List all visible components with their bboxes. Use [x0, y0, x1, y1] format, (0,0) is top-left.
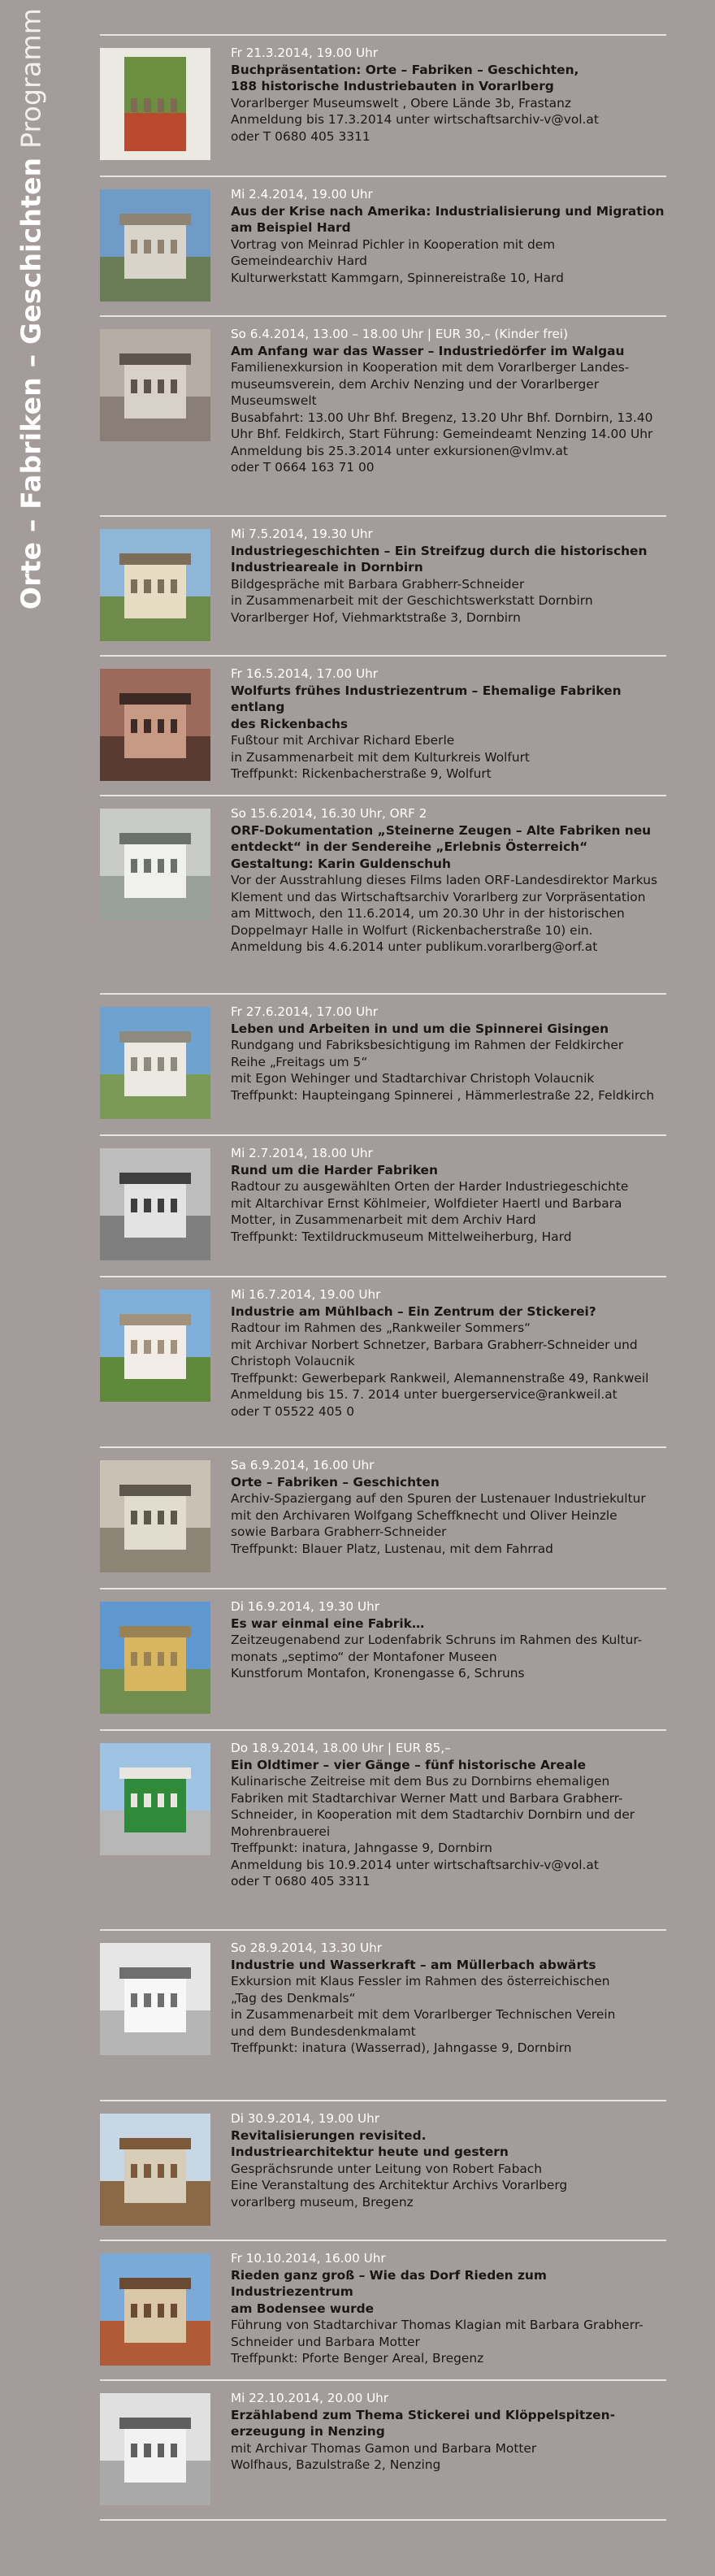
event-row	[100, 796, 666, 995]
photo-window	[131, 859, 137, 873]
event-detail-line: Treffpunkt: Pforte Benger Areal, Bregenz	[231, 2351, 484, 2366]
event-title-line: am Bodensee wurde	[231, 2301, 375, 2316]
event-detail-line: Exkursion mit Klaus Fessler im Rahmen des österreichischen	[231, 1974, 610, 1988]
event-photo	[100, 189, 210, 301]
event-title-line: Industrie am Mühlbach – Ein Zentrum der Stickerei?	[231, 1303, 596, 1319]
event-detail-line: Doppelmayr Halle in Wolfurt (Rickenbacherstraße 10) ein.	[231, 922, 593, 938]
event-detail-line: Radtour zu ausgewählten Orten der Harder Industriegeschichte	[231, 1179, 629, 1194]
photo-window	[158, 1057, 164, 1071]
photo-window	[158, 2164, 164, 2178]
photo-roof	[119, 833, 190, 844]
event-detail-line: oder T 0680 405 3311	[231, 1874, 370, 1889]
event-text	[231, 45, 666, 145]
event-text	[231, 1457, 666, 1557]
event-row	[100, 995, 666, 1136]
event-detail-line: Treffpunkt: Haupteingang Spinnerei , Hämmerlestraße 22, Feldkirch	[231, 1087, 655, 1103]
event-photo	[100, 1743, 210, 1855]
event-photo	[100, 329, 210, 441]
photo-window	[171, 1511, 177, 1524]
event-photo	[100, 2253, 210, 2366]
event-detail-line: oder T 05522 405 0	[231, 1403, 355, 1419]
event-title-line: Industrieareale in Dornbirn	[231, 560, 423, 575]
event-detail-line: Radtour im Rahmen des „Rankweiler Sommers“	[231, 1321, 531, 1335]
event-detail-line: Familienexkursion in Kooperation mit dem Vorarlberger Landes-	[231, 360, 630, 375]
photo-window	[171, 859, 177, 873]
photo-window	[144, 98, 150, 112]
event-detail-line: am Mittwoch, den 11.6.2014, um 20.30 Uhr in der historischen	[231, 906, 625, 921]
event-text	[231, 526, 666, 626]
event-row	[100, 1931, 666, 2101]
event-photo	[100, 1290, 210, 1402]
photo-window	[144, 2304, 150, 2318]
event-detail-line: Treffpunkt: Blauer Platz, Lustenau, mit dem Fahrrad	[231, 1541, 553, 1556]
event-photo	[100, 809, 210, 921]
photo-window	[171, 379, 177, 393]
photo-window	[131, 1057, 137, 1071]
photo-window	[171, 1793, 177, 1807]
event-photo	[100, 669, 210, 781]
event-date: Sa 6.9.2014, 16.00 Uhr	[231, 1458, 375, 1472]
photo-window	[171, 1652, 177, 1666]
photo-window	[158, 2304, 164, 2318]
photo-window	[158, 1199, 164, 1212]
event-title-line: des Rickenbachs	[231, 716, 349, 731]
event-detail-line: Klement und das Wirtschaftsarchiv Vorarlberg zur Vorpräsentation	[231, 889, 646, 904]
event-text	[231, 666, 666, 783]
photo-roof	[119, 1031, 190, 1043]
event-title-line: Industrie und Wasserkraft – am Müllerbach abwärts	[231, 1957, 596, 1972]
event-row	[100, 2101, 666, 2241]
photo-window	[131, 98, 137, 112]
event-title-line: Es war einmal eine Fabrik…	[231, 1615, 425, 1631]
vertical-title	[0, 0, 58, 618]
photo-window	[144, 859, 150, 873]
photo-window	[171, 1057, 177, 1071]
photo-window	[144, 379, 150, 393]
event-date: Mi 16.7.2014, 19.00 Uhr	[231, 1287, 381, 1302]
event-detail-line: Treffpunkt: inatura (Wasserrad), Jahngasse 9, Dornbirn	[231, 2040, 572, 2055]
event-date: Do 18.9.2014, 18.00 Uhr | EUR 85,–	[231, 1741, 451, 1755]
photo-window	[144, 2164, 150, 2178]
event-text	[231, 2390, 666, 2474]
event-detail-line: Anmeldung bis 10.9.2014 unter wirtschaftsarchiv-v@vol.at	[231, 1857, 599, 1872]
photo-window	[144, 1057, 150, 1071]
photo-roof	[119, 1173, 190, 1184]
event-photo	[100, 1602, 210, 1714]
event-row	[100, 2381, 666, 2521]
photo-window	[171, 579, 177, 593]
event-title-line: entdeckt“ in der Sendereihe „Erlebnis Österreich“	[231, 839, 588, 854]
photo-roof	[124, 113, 186, 151]
title-bold: Orte – Fabriken – Geschichten	[15, 157, 47, 610]
event-title-line: 188 historische Industriebauten in Vorarlberg	[231, 79, 554, 93]
event-detail-line: Treffpunkt: Gewerbepark Rankweil, Alemannenstraße 49, Rankweil	[231, 1370, 649, 1386]
event-photo	[100, 529, 210, 641]
event-title-line: Orte – Fabriken – Geschichten	[231, 1474, 440, 1490]
photo-window	[131, 1652, 137, 1666]
event-detail-line: Gemeindearchiv Hard	[231, 254, 367, 268]
event-date: Mi 2.4.2014, 19.00 Uhr	[231, 187, 373, 202]
event-detail-line: Wolfhaus, Bazulstraße 2, Nenzing	[231, 2457, 441, 2472]
event-detail-line: Eine Veranstaltung des Architektur Archivs Vorarlberg	[231, 2178, 568, 2192]
event-detail-line: Treffpunkt: Rickenbacherstraße 9, Wolfurt	[231, 766, 492, 781]
photo-roof	[119, 553, 190, 565]
event-title-line: Revitalisierungen revisited.	[231, 2127, 427, 2143]
event-detail-line: Motter, in Zusammenarbeit mit dem Archiv Hard	[231, 1212, 536, 1227]
event-photo	[100, 1148, 210, 1260]
photo-window	[158, 2444, 164, 2457]
event-photo	[100, 48, 210, 160]
photo-window	[158, 98, 164, 112]
event-detail-line: Rundgang und Fabriksbesichtigung im Rahmen der Feldkircher	[231, 1038, 624, 1052]
photo-window	[144, 2444, 150, 2457]
event-text	[231, 1145, 666, 1245]
event-detail-line: in Zusammenarbeit mit der Geschichtswerkstatt Dornbirn	[231, 593, 593, 608]
event-detail-line: monats „septimo“ der Montafoner Museen	[231, 1649, 497, 1664]
event-detail-line: Treffpunkt: Textildruckmuseum Mittelweiherburg, Hard	[231, 1229, 572, 1244]
event-detail-line: Kulturwerkstatt Kammgarn, Spinnereistraße 10, Hard	[231, 270, 564, 285]
photo-roof	[119, 1767, 190, 1779]
event-photo	[100, 1943, 210, 2055]
event-row	[100, 657, 666, 796]
photo-window	[171, 98, 177, 112]
photo-window	[131, 719, 137, 733]
event-detail-line: sowie Barbara Grabherr-Schneider	[231, 1524, 447, 1539]
event-title-line: Industriegeschichten – Ein Streifzug durch die historischen	[231, 543, 648, 558]
event-detail-line: Treffpunkt: inatura, Jahngasse 9, Dornbirn	[231, 1841, 492, 1855]
photo-window	[158, 1340, 164, 1354]
event-text	[231, 326, 666, 476]
photo-window	[144, 1199, 150, 1212]
photo-window	[131, 579, 137, 593]
event-date: Mi 22.10.2014, 20.00 Uhr	[231, 2391, 389, 2405]
event-row	[100, 317, 666, 517]
event-text	[231, 186, 666, 286]
event-title-line: Erzählabend zum Thema Stickerei und Klöppelspitzen-	[231, 2407, 615, 2422]
event-title-line: erzeugung in Nenzing	[231, 2424, 385, 2439]
photo-window	[144, 1652, 150, 1666]
photo-window	[144, 1340, 150, 1354]
event-detail-line: Uhr Bhf. Feldkirch, Start Führung: Gemeindeamt Nenzing 14.00 Uhr	[231, 427, 653, 441]
photo-window	[158, 859, 164, 873]
photo-window	[158, 579, 164, 593]
photo-window	[131, 2304, 137, 2318]
event-text	[231, 2110, 666, 2210]
event-detail-line: Vorarlberger Museumswelt , Obere Lände 3b, Frastanz	[231, 95, 571, 111]
photo-roof	[119, 1314, 190, 1325]
event-detail-line: Kunstforum Montafon, Kronengasse 6, Schruns	[231, 1666, 525, 1680]
event-detail-line: Vor der Ausstrahlung dieses Films laden ORF-Landesdirektor Markus	[231, 873, 658, 887]
event-detail-line: Anmeldung bis 25.3.2014 unter exkursionen@vlmv.at	[231, 443, 568, 458]
photo-window	[131, 1993, 137, 2007]
photo-window	[144, 1511, 150, 1524]
photo-window	[158, 1793, 164, 1807]
event-text	[231, 805, 666, 956]
event-detail-line: Zeitzeugenabend zur Lodenfabrik Schruns im Rahmen des Kultur-	[231, 1633, 643, 1647]
photo-window	[131, 1199, 137, 1212]
event-detail-line: Archiv-Spaziergang auf den Spuren der Lustenauer Industriekultur	[231, 1491, 646, 1506]
photo-window	[158, 1993, 164, 2007]
title-light: Programm	[15, 7, 47, 158]
event-detail-line: in Zusammenarbeit mit dem Vorarlberger Technischen Verein	[231, 2007, 616, 2022]
photo-window	[131, 1793, 137, 1807]
photo-window	[131, 2444, 137, 2457]
photo-window	[171, 1199, 177, 1212]
event-row	[100, 1589, 666, 1731]
event-date: Mi 2.7.2014, 18.00 Uhr	[231, 1146, 373, 1160]
event-date: Fr 10.10.2014, 16.00 Uhr	[231, 2251, 386, 2266]
photo-window	[144, 1993, 150, 2007]
event-row	[100, 2241, 666, 2381]
event-row	[100, 517, 666, 657]
event-detail-line: Schneider, in Kooperation mit dem Stadtarchiv Dornbirn und der	[231, 1807, 635, 1822]
event-title-line: Industriearchitektur heute und gestern	[231, 2144, 509, 2159]
event-detail-line: mit Archivar Norbert Schnetzer, Barbara Grabherr-Schneider und	[231, 1337, 638, 1352]
event-title-line: Am Anfang war das Wasser – Industriedörfer im Walgau	[231, 343, 625, 358]
event-detail-line: Anmeldung bis 4.6.2014 unter publikum.vorarlberg@orf.at	[231, 939, 598, 954]
event-detail-line: Busabfahrt: 13.00 Uhr Bhf. Bregenz, 13.20 Uhr Bhf. Dornbirn, 13.40	[231, 410, 653, 425]
event-row	[100, 1136, 666, 1277]
event-title-line: Aus der Krise nach Amerika: Industrialisierung und Migration	[231, 203, 665, 219]
event-date: Di 30.9.2014, 19.00 Uhr	[231, 2111, 379, 2126]
event-title-line: Ein Oldtimer – vier Gänge – fünf historische Areale	[231, 1757, 587, 1772]
event-text	[231, 1286, 666, 1420]
event-detail-line: mit Archivar Thomas Gamon und Barbara Motter	[231, 2440, 537, 2456]
event-row	[100, 1448, 666, 1589]
photo-window	[144, 240, 150, 254]
event-detail-line: Führung von Stadtarchivar Thomas Klagian mit Barbara Grabherr-	[231, 2318, 644, 2332]
photo-window	[144, 719, 150, 733]
event-date: So 28.9.2014, 13.30 Uhr	[231, 1941, 383, 1955]
event-detail-line: Anmeldung bis 17.3.2014 unter wirtschaftsarchiv-v@vol.at	[231, 112, 599, 127]
photo-window	[171, 1340, 177, 1354]
photo-roof	[119, 693, 190, 705]
event-detail-line: oder T 0664 163 71 00	[231, 460, 375, 475]
event-detail-line: Christoph Volaucnik	[231, 1354, 355, 1368]
event-detail-line: Fabriken mit Stadtarchivar Werner Matt und Barbara Grabherr-	[231, 1790, 623, 1806]
event-detail-line: „Tag des Denkmals“	[231, 1990, 356, 2006]
photo-window	[171, 2444, 177, 2457]
photo-window	[171, 2164, 177, 2178]
event-text	[231, 1004, 666, 1104]
photo-roof	[119, 214, 190, 225]
event-date: Di 16.9.2014, 19.30 Uhr	[231, 1599, 379, 1614]
event-list	[100, 34, 666, 2521]
event-date: So 6.4.2014, 13.00 – 18.00 Uhr | EUR 30,– (Kinder frei)	[231, 327, 569, 341]
photo-window	[144, 579, 150, 593]
event-text	[231, 2250, 666, 2367]
event-row	[100, 36, 666, 177]
event-detail-line: Gesprächsrunde unter Leitung von Robert Fabach	[231, 2161, 542, 2176]
photo-roof	[119, 1485, 190, 1496]
vertical-title-text	[15, 8, 47, 609]
event-title-line: am Beispiel Hard	[231, 220, 351, 235]
event-detail-line: Vorarlberger Hof, Viehmarktstraße 3, Dornbirn	[231, 609, 521, 625]
event-detail-line: Vortrag von Meinrad Pichler in Kooperation mit dem	[231, 236, 556, 252]
photo-roof	[119, 1626, 190, 1637]
photo-window	[158, 379, 164, 393]
photo-window	[131, 240, 137, 254]
event-text	[231, 1940, 666, 2057]
event-detail-line: mit Egon Wehinger und Stadtarchivar Christoph Volaucnik	[231, 1071, 595, 1086]
photo-window	[158, 1652, 164, 1666]
photo-roof	[119, 2278, 190, 2289]
event-title-line: Leben und Arbeiten in und um die Spinnerei Gisingen	[231, 1021, 609, 1036]
event-detail-line: Schneider und Barbara Motter	[231, 2334, 420, 2349]
event-detail-line: oder T 0680 405 3311	[231, 128, 370, 144]
photo-window	[144, 1793, 150, 1807]
photo-window	[171, 2304, 177, 2318]
event-photo	[100, 2393, 210, 2505]
event-detail-line: in Zusammenarbeit mit dem Kulturkreis Wolfurt	[231, 749, 530, 765]
event-photo	[100, 1460, 210, 1572]
event-detail-line: Mohrenbrauerei	[231, 1824, 331, 1839]
photo-window	[158, 719, 164, 733]
event-photo	[100, 1007, 210, 1119]
event-date: Mi 7.5.2014, 19.30 Uhr	[231, 527, 373, 541]
event-title-line: Wolfurts frühes Industriezentrum – Ehemalige Fabriken entlang	[231, 683, 622, 714]
event-date: Fr 21.3.2014, 19.00 Uhr	[231, 46, 378, 60]
event-detail-line: museumsverein, dem Archiv Nenzing und der Vorarlberger	[231, 376, 600, 392]
event-date: Fr 16.5.2014, 17.00 Uhr	[231, 666, 378, 681]
photo-roof	[119, 2418, 190, 2429]
event-title-line: Rund um die Harder Fabriken	[231, 1162, 438, 1177]
photo-window	[171, 719, 177, 733]
event-detail-line: Reihe „Freitags um 5“	[231, 1054, 368, 1069]
photo-window	[171, 240, 177, 254]
photo-window	[131, 1340, 137, 1354]
event-detail-line: Bildgespräche mit Barbara Grabherr-Schneider	[231, 576, 525, 592]
event-row	[100, 177, 666, 317]
photo-window	[131, 2164, 137, 2178]
event-title-line: ORF-Dokumentation „Steinerne Zeugen – Alte Fabriken neu	[231, 822, 652, 838]
photo-roof	[119, 2138, 190, 2149]
photo-roof	[119, 1967, 190, 1979]
event-detail-line: vorarlberg museum, Bregenz	[231, 2194, 414, 2210]
event-title-line: Buchpräsentation: Orte – Fabriken – Geschichten,	[231, 62, 579, 77]
event-detail-line: Museumswelt	[231, 393, 317, 408]
event-detail-line: und dem Bundesdenkmalamt	[231, 2023, 416, 2039]
event-row	[100, 1731, 666, 1931]
event-detail-line: mit den Archivaren Wolfgang Scheffknecht und Oliver Heinzle	[231, 1507, 618, 1523]
photo-window	[131, 1511, 137, 1524]
event-detail-line: Fußtour mit Archivar Richard Eberle	[231, 733, 455, 748]
photo-window	[131, 379, 137, 393]
event-detail-line: Anmeldung bis 15. 7. 2014 unter buergerservice@rankweil.at	[231, 1387, 618, 1402]
event-title-line: Gestaltung: Karin Guldenschuh	[231, 856, 451, 871]
event-detail-line: Kulinarische Zeitreise mit dem Bus zu Dornbirns ehemaligen	[231, 1774, 610, 1789]
event-detail-line: mit Altarchivar Ernst Köhlmeier, Wolfdieter Haertl und Barbara	[231, 1195, 622, 1211]
photo-window	[171, 1993, 177, 2007]
photo-window	[158, 240, 164, 254]
event-text	[231, 1740, 666, 1890]
photo-roof	[119, 353, 190, 365]
event-date: So 15.6.2014, 16.30 Uhr, ORF 2	[231, 806, 427, 821]
photo-window	[158, 1511, 164, 1524]
event-text	[231, 1598, 666, 1682]
event-row	[100, 1277, 666, 1448]
event-photo	[100, 2114, 210, 2226]
event-date: Fr 27.6.2014, 17.00 Uhr	[231, 1004, 378, 1019]
event-title-line: Rieden ganz groß – Wie das Dorf Rieden zum Industriezentrum	[231, 2267, 547, 2299]
